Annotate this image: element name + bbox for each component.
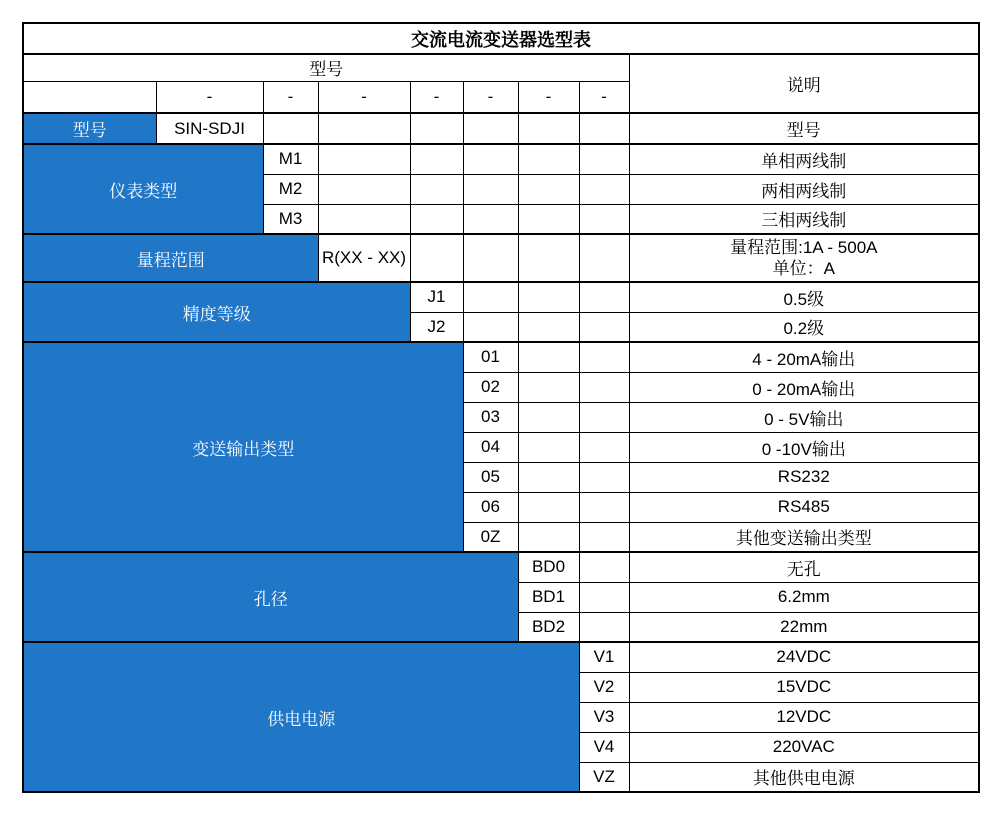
table-title: 交流电流变送器选型表 bbox=[23, 23, 979, 54]
desc-cell: 0 - 5V输出 bbox=[629, 402, 979, 432]
empty-cell bbox=[579, 462, 629, 492]
empty-cell bbox=[318, 144, 410, 174]
empty-cell bbox=[463, 234, 518, 282]
code-cell: 0Z bbox=[463, 522, 518, 552]
section-label-cell-power-supply: 供电电源 bbox=[23, 642, 579, 792]
code-cell: V2 bbox=[579, 672, 629, 702]
table-row bbox=[23, 144, 979, 174]
empty-cell bbox=[579, 402, 629, 432]
empty-cell bbox=[579, 372, 629, 402]
empty-cell bbox=[579, 234, 629, 282]
empty-cell bbox=[410, 204, 463, 234]
desc-cell: 0.5级 bbox=[629, 282, 979, 312]
selection-table-container bbox=[22, 22, 980, 793]
desc-cell: 0 - 20mA输出 bbox=[629, 372, 979, 402]
empty-cell bbox=[463, 282, 518, 312]
empty-cell bbox=[518, 492, 579, 522]
desc-cell: 0.2级 bbox=[629, 312, 979, 342]
code-cell: BD2 bbox=[518, 612, 579, 642]
header-row bbox=[23, 54, 979, 81]
title-row bbox=[23, 23, 979, 54]
empty-cell bbox=[579, 432, 629, 462]
empty-cell bbox=[579, 342, 629, 372]
empty-cell bbox=[579, 204, 629, 234]
empty-cell bbox=[518, 402, 579, 432]
model-label-cell: 型号 bbox=[23, 113, 156, 144]
empty-cell bbox=[518, 113, 579, 144]
desc-cell: 0 -10V输出 bbox=[629, 432, 979, 462]
empty-cell bbox=[579, 312, 629, 342]
table-row bbox=[23, 552, 979, 582]
empty-cell bbox=[518, 234, 579, 282]
desc-cell: 12VDC bbox=[629, 702, 979, 732]
empty-cell bbox=[23, 81, 156, 113]
desc-cell bbox=[629, 234, 979, 282]
section-label-cell-aperture: 孔径 bbox=[23, 552, 518, 642]
table-row bbox=[23, 234, 979, 282]
code-cell: VZ bbox=[579, 762, 629, 792]
code-cell: V1 bbox=[579, 642, 629, 672]
desc-cell: 220VAC bbox=[629, 732, 979, 762]
code-cell: J1 bbox=[410, 282, 463, 312]
empty-cell bbox=[410, 144, 463, 174]
section-label-cell-range: 量程范围 bbox=[23, 234, 318, 282]
code-cell: V4 bbox=[579, 732, 629, 762]
desc-cell: 24VDC bbox=[629, 642, 979, 672]
empty-cell bbox=[318, 113, 410, 144]
empty-cell bbox=[579, 282, 629, 312]
empty-cell bbox=[518, 342, 579, 372]
empty-cell bbox=[579, 552, 629, 582]
range-desc-line2: 单位：A bbox=[772, 259, 835, 278]
code-cell: R(XX - XX) bbox=[318, 234, 410, 282]
code-cell: 02 bbox=[463, 372, 518, 402]
section-label-cell-meter-type: 仪表类型 bbox=[23, 144, 263, 234]
selection-table bbox=[22, 22, 980, 793]
desc-cell: 三相两线制 bbox=[629, 204, 979, 234]
section-label-cell-accuracy: 精度等级 bbox=[23, 282, 410, 342]
code-cell: 03 bbox=[463, 402, 518, 432]
empty-cell bbox=[579, 492, 629, 522]
empty-cell bbox=[410, 234, 463, 282]
table-row bbox=[23, 642, 979, 672]
empty-cell bbox=[579, 113, 629, 144]
empty-cell bbox=[579, 174, 629, 204]
model-group-header-cell: 型号 bbox=[23, 54, 629, 81]
desc-cell: 单相两线制 bbox=[629, 144, 979, 174]
empty-cell bbox=[579, 144, 629, 174]
empty-cell bbox=[318, 204, 410, 234]
empty-cell bbox=[463, 174, 518, 204]
desc-cell: RS485 bbox=[629, 492, 979, 522]
section-label-cell-output-type: 变送输出类型 bbox=[23, 342, 463, 552]
code-cell: BD1 bbox=[518, 582, 579, 612]
model-row bbox=[23, 113, 979, 144]
empty-cell bbox=[463, 113, 518, 144]
dash-cell: - bbox=[579, 81, 629, 113]
empty-cell bbox=[579, 582, 629, 612]
range-desc-line1: 量程范围:1A - 500A bbox=[730, 238, 878, 257]
code-cell: M3 bbox=[263, 204, 318, 234]
model-desc-cell: 型号 bbox=[629, 113, 979, 144]
code-cell: J2 bbox=[410, 312, 463, 342]
empty-cell bbox=[518, 372, 579, 402]
code-cell: 01 bbox=[463, 342, 518, 372]
model-code-cell: SIN-SDJI bbox=[156, 113, 263, 144]
empty-cell bbox=[518, 144, 579, 174]
code-cell: 06 bbox=[463, 492, 518, 522]
desc-cell: RS232 bbox=[629, 462, 979, 492]
dash-cell: - bbox=[318, 81, 410, 113]
empty-cell bbox=[518, 312, 579, 342]
desc-cell: 22mm bbox=[629, 612, 979, 642]
empty-cell bbox=[410, 174, 463, 204]
desc-cell: 其他变送输出类型 bbox=[629, 522, 979, 552]
description-header-cell: 说明 bbox=[629, 54, 979, 113]
empty-cell bbox=[518, 282, 579, 312]
empty-cell bbox=[463, 144, 518, 174]
desc-cell: 其他供电电源 bbox=[629, 762, 979, 792]
empty-cell bbox=[518, 204, 579, 234]
empty-cell bbox=[579, 612, 629, 642]
empty-cell bbox=[518, 432, 579, 462]
dash-cell: - bbox=[263, 81, 318, 113]
desc-cell: 两相两线制 bbox=[629, 174, 979, 204]
dash-cell: - bbox=[463, 81, 518, 113]
empty-cell bbox=[318, 174, 410, 204]
empty-cell bbox=[518, 462, 579, 492]
empty-cell bbox=[518, 522, 579, 552]
empty-cell bbox=[263, 113, 318, 144]
dash-cell: - bbox=[518, 81, 579, 113]
desc-cell: 15VDC bbox=[629, 672, 979, 702]
empty-cell bbox=[463, 204, 518, 234]
dash-cell: - bbox=[410, 81, 463, 113]
table-row bbox=[23, 282, 979, 312]
code-cell: 05 bbox=[463, 462, 518, 492]
desc-cell: 4 - 20mA输出 bbox=[629, 342, 979, 372]
code-cell: 04 bbox=[463, 432, 518, 462]
code-cell: M2 bbox=[263, 174, 318, 204]
code-cell: V3 bbox=[579, 702, 629, 732]
empty-cell bbox=[410, 113, 463, 144]
dash-cell: - bbox=[156, 81, 263, 113]
empty-cell bbox=[518, 174, 579, 204]
desc-cell: 6.2mm bbox=[629, 582, 979, 612]
desc-cell: 无孔 bbox=[629, 552, 979, 582]
code-cell: BD0 bbox=[518, 552, 579, 582]
empty-cell bbox=[463, 312, 518, 342]
empty-cell bbox=[579, 522, 629, 552]
code-cell: M1 bbox=[263, 144, 318, 174]
table-row bbox=[23, 342, 979, 372]
